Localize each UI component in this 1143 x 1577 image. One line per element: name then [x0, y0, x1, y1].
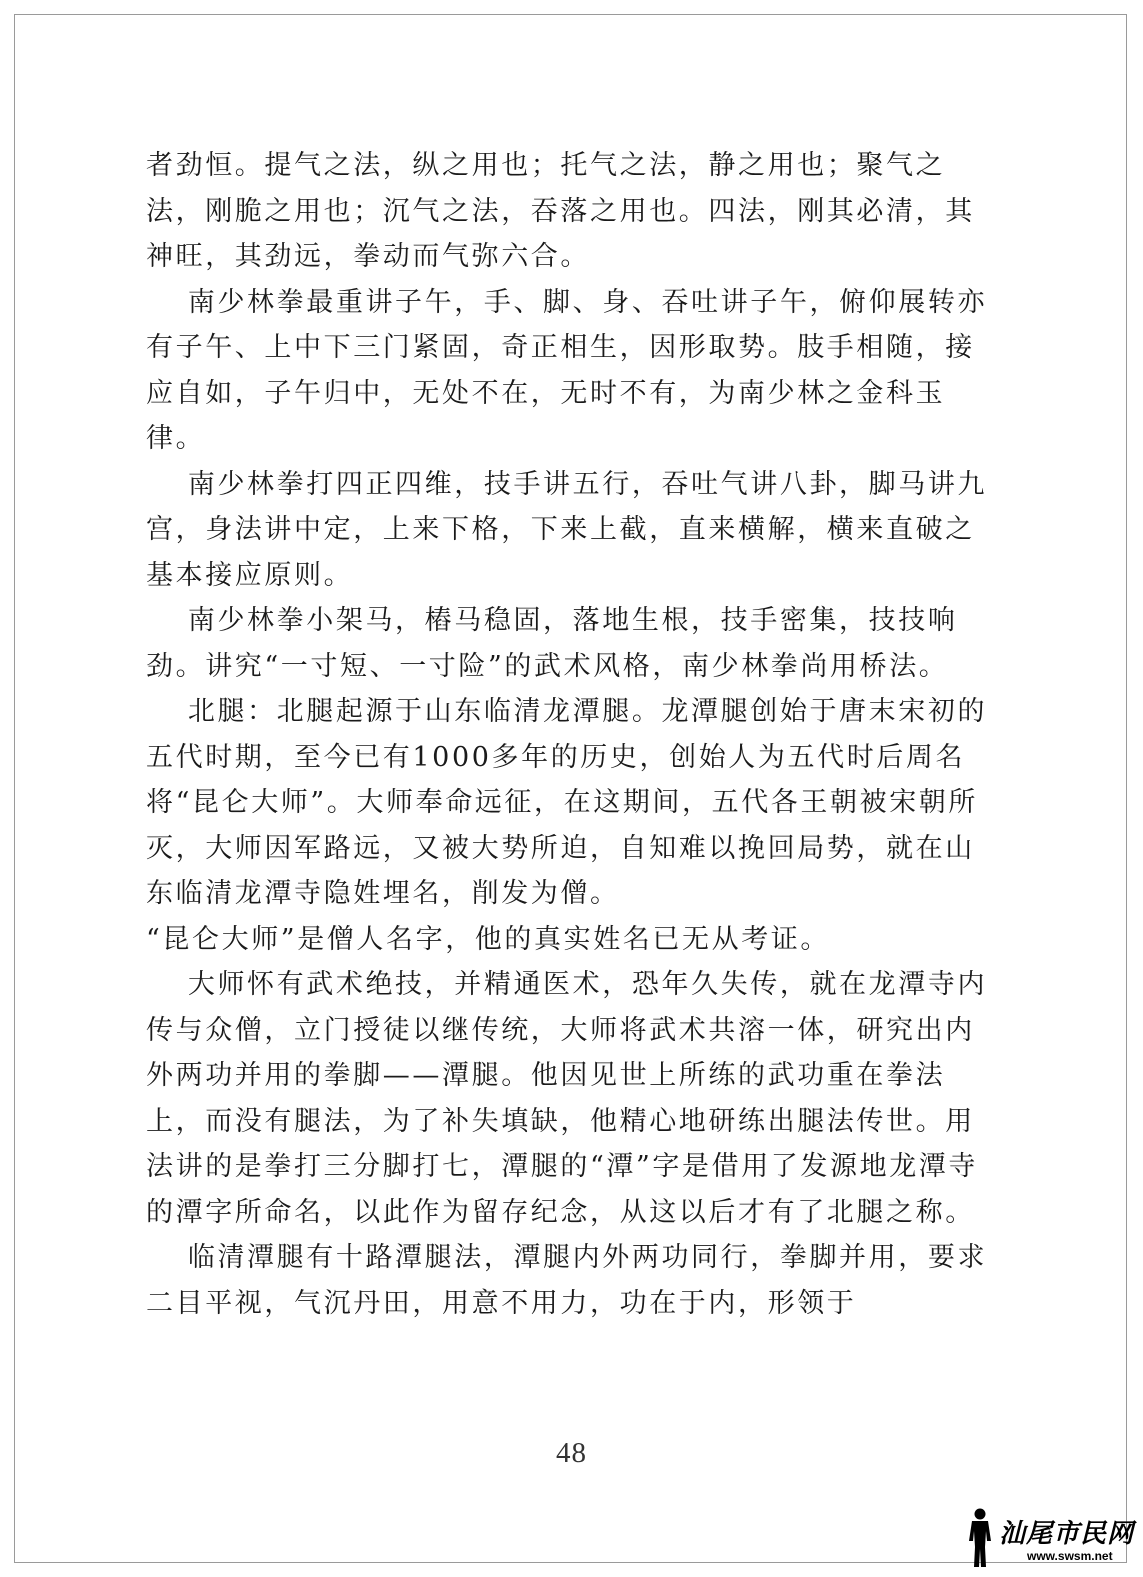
watermark-url: www.swsm.net [1027, 1549, 1113, 1563]
watermark-name: 汕尾市民网 [999, 1519, 1135, 1549]
paragraph-7: 大师怀有武术绝技，并精通医术，恐年久失传，就在龙潭寺内传与众僧，立门授徒以继传统，大师将武术共溶一体，研究出内外两功并用的拳脚——潭腿。他因见世上所练的武功重在拳法上，而没有腿法，为了补失填缺，他精心地研练出腿法传世。用法讲的是拳打三分脚打七，潭腿的“潭”字是借用了发源地龙潭寺的潭字所命名，以此作为留存纪念，从这以后才有了北腿之称。 [146, 969, 988, 1228]
page-number: 48 [556, 1437, 587, 1469]
paragraph-8: 临清潭腿有十路潭腿法，潭腿内外两功同行，拳脚并用，要求二目平视，气沉丹田，用意不用力，功在于内，形领于 [146, 1242, 988, 1319]
page-body [146, 143, 998, 1326]
watermark-logo [963, 1507, 1133, 1569]
paragraph-3: 南少林拳打四正四维，技手讲五行，吞吐气讲八卦，脚马讲九宫，身法讲中定，上来下格，下来上截，直来横解，横来直破之基本接应原则。 [146, 468, 988, 591]
paragraph-4: 南少林拳小架马，樁马稳固，落地生根，技手密集，技技响劲。讲究“一寸短、一寸险”的武术风格，南少林拳尚用桥法。 [146, 605, 958, 682]
paragraph-2: 南少林拳最重讲子午，手、脚、身、吞吐讲子午，俯仰展转亦有子午、上中下三门紧固，奇正相生，因形取势。肢手相随，接应自如，子午归中，无处不在，无时不有，为南少林之金科玉律。 [146, 286, 988, 454]
paragraph-5: 北腿：北腿起源于山东临清龙潭腿。龙潭腿创始于唐末宋初的五代时期，至今已有1000多年的历史，创始人为五代时后周名将“昆仑大师”。大师奉命远征，在这期间，五代各王朝被宋朝所灭，大师因军路远，又被大势所迫，自知难以挽回局势，就在山东临清龙潭寺隐姓埋名，削发为僧。 [146, 696, 988, 909]
person-silhouette-icon [963, 1507, 997, 1569]
paragraph-6: “昆仑大师”是僧人名字，他的真实姓名已无从考证。 [146, 923, 831, 955]
paragraph-1: 者劲恒。提气之法，纵之用也；托气之法，静之用也；聚气之法，刚脆之用也；沉气之法，吞落之用也。四法，刚其必清，其神旺，其劲远，拳动而气弥六合。 [146, 150, 975, 272]
